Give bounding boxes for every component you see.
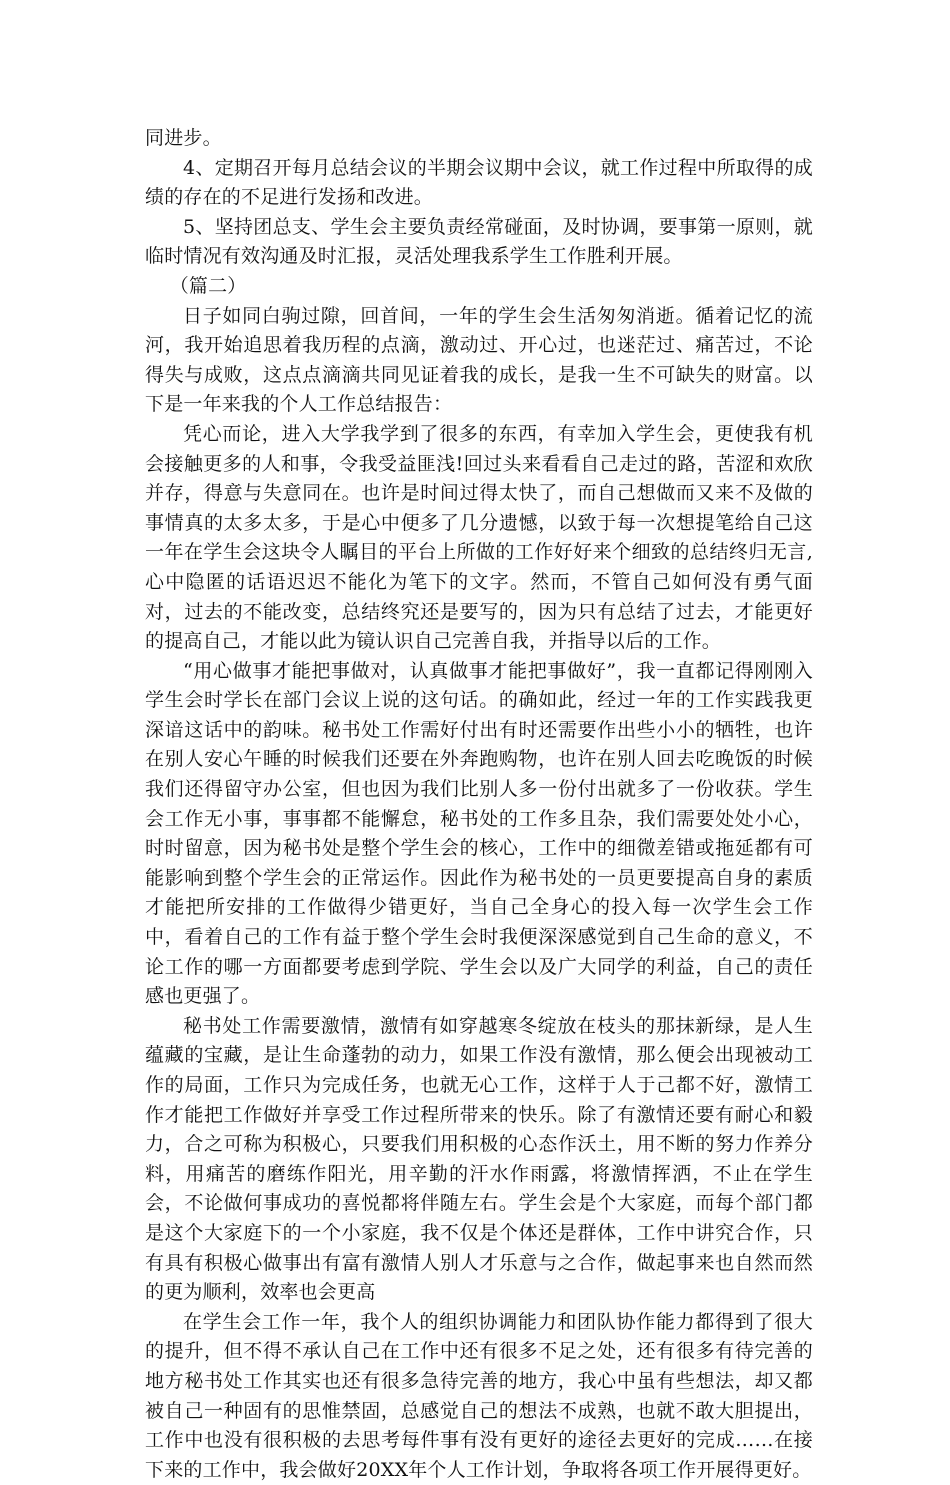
paragraph-conclusion: 在学生会工作一年，我个人的组织协调能力和团队协作能力都得到了很大的提升，但不得不承认自己在工作中还有很多不足之处，还有很多有待完善的地方秘书处工作其实也还有很多急待完善的地方，我心中虽有些想法，却又都被自己一种固有的思惟禁固，总感觉自己的想法不成熟，也就不敢大胆提出，工作中也没有很积极的去思考每件事有没有更好的途径去更好的完成……在接下来的工作中，我会做好20XX年个人工作计划，争取将各项工作开展得更好。	[145, 1310, 813, 1481]
paragraph-continuation: 同进步。	[145, 127, 222, 149]
section-label: （篇二）	[169, 274, 247, 297]
paragraph-item-4: 4、定期召开每月总结会议的半期会议期中会议，就工作过程中所取得的成绩的存在的不足进行发扬和改进。	[145, 156, 813, 209]
paragraph-item-5: 5、坚持团总支、学生会主要负责经常碰面，及时协调，要事第一原则，就临时情况有效沟通及时汇报，灵活处理我系学生工作胜利开展。	[145, 215, 813, 268]
paragraph-intro: 日子如同白驹过隙，回首间，一年的学生会生活匆匆消逝。循着记忆的流河，我开始追思着我历程的点滴，激动过、开心过，也迷茫过、痛苦过，不论得失与成败，这点点滴滴共同见证着我的成长，是我一生不可缺失的财富。以下是一年来我的个人工作总结报告：	[145, 304, 813, 416]
paragraph-passion: 秘书处工作需要激情，激情有如穿越寒冬绽放在枝头的那抹新绿，是人生蕴藏的宝藏，是让生命蓬勃的动力，如果工作没有激情，那么便会出现被动工作的局面，工作只为完成任务，也就无心工作，这样于人于己都不好，激情工作才能把工作做好并享受工作过程所带来的快乐。除了有激情还要有耐心和毅力，合之可称为积极心，只要我们用积极的心态作沃土，用不断的努力作养分料，用痛苦的磨练作阳光，用辛勤的汗水作雨露，将激情挥洒，不止在学生会，不论做何事成功的喜悦都将伴随左右。学生会是个大家庭，而每个部门都是这个大家庭下的一个小家庭，我不仅是个体还是群体，工作中讲究合作，只有具有积极心做事出有富有激情人别人才乐意与之合作，做起事来也自然而然的更为顺利，效率也会更高	[145, 1014, 813, 1304]
document-page	[145, 124, 813, 1485]
paragraph-motto: “用心做事才能把事做对，认真做事才能把事做好”，我一直都记得刚刚入学生会时学长在部门会议上说的这句话。的确如此，经过一年的工作实践我更深谙这话中的韵味。秘书处工作需好付出有时还需要作出些小小的牺牲，也许在别人安心午睡的时候我们还要在外奔跑购物，也许在别人回去吃晚饭的时候我们还得留守办公室，但也因为我们比别人多一份付出就多了一份收获。学生会工作无小事，事事都不能懈怠，秘书处的工作多且杂，我们需要处处小心，时时留意，因为秘书处是整个学生会的核心，工作中的细微差错或拖延都有可能影响到整个学生会的正常运作。因此作为秘书处的一员更要提高自身的素质才能把所安排的工作做得少错更好，当自己全身心的投入每一次学生会工作中，看着自己的工作有益于整个学生会时我便深深感觉到自己生命的意义，不论工作的哪一方面都要考虑到学院、学生会以及广大同学的利益，自己的责任感也更强了。	[145, 659, 813, 1008]
paragraph-reflection: 凭心而论，进入大学我学到了很多的东西，有幸加入学生会，更使我有机会接触更多的人和事，令我受益匪浅!回过头来看看自己走过的路，苦涩和欢欣并存，得意与失意同在。也许是时间过得太快了，而自己想做而又来不及做的事情真的太多太多，于是心中便多了几分遗憾，以致于每一次想提笔给自己这一年在学生会这块令人瞩目的平台上所做的工作好好来个细致的总结终归无言,心中隐匿的话语迟迟不能化为笔下的文字。然而，不管自己如何没有勇气面对，过去的不能改变，总结终究还是要写的，因为只有总结了过去，才能更好的提高自己，才能以此为镜认识自己完善自我，并指导以后的工作。	[145, 422, 813, 653]
